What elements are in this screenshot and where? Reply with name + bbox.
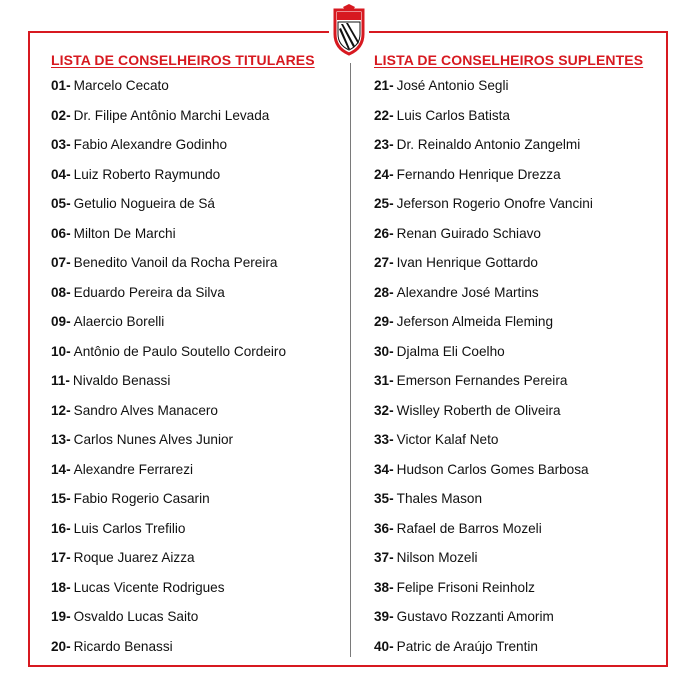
item-number: 24-	[374, 166, 394, 182]
item-number: 40-	[374, 638, 394, 654]
item-number: 15-	[51, 491, 71, 506]
item-name: Dr. Filipe Antônio Marchi Levada	[73, 107, 270, 123]
item-name: Osvaldo Lucas Saito	[73, 609, 199, 624]
list-item	[374, 425, 664, 455]
list-item	[374, 101, 664, 131]
list-item	[374, 602, 664, 632]
item-number: 35-	[374, 491, 394, 506]
item-name: Dr. Reinaldo Antonio Zangelmi	[396, 137, 581, 152]
titulares-column	[51, 49, 341, 661]
item-name: Jeferson Almeida Fleming	[396, 314, 554, 329]
list-item	[51, 160, 341, 190]
item-name: Luiz Roberto Raymundo	[73, 166, 221, 182]
list-item	[51, 573, 341, 603]
item-name: Alexandre José Martins	[396, 284, 539, 300]
item-number: 31-	[374, 373, 394, 388]
item-name: Patric de Araújo Trentin	[396, 638, 538, 654]
item-number: 03-	[51, 137, 71, 152]
item-name: Getulio Nogueira de Sá	[73, 196, 215, 211]
item-number: 28-	[374, 284, 394, 300]
list-item	[374, 219, 664, 249]
item-number: 25-	[374, 196, 394, 211]
item-name: Alaercio Borelli	[73, 314, 165, 329]
item-number: 32-	[374, 402, 394, 418]
list-item	[51, 632, 341, 662]
list-item	[374, 160, 664, 190]
item-name: Fernando Henrique Drezza	[396, 166, 561, 182]
list-item	[51, 396, 341, 426]
item-name: Luis Carlos Batista	[396, 107, 510, 123]
list-item	[374, 307, 664, 337]
item-number: 07-	[51, 255, 71, 270]
item-number: 16-	[51, 520, 71, 536]
list-item	[51, 366, 341, 396]
item-name: Carlos Nunes Alves Junior	[73, 432, 234, 447]
item-number: 12-	[51, 402, 71, 418]
item-name: Thales Mason	[396, 491, 483, 506]
item-name: Emerson Fernandes Pereira	[396, 373, 568, 388]
list-item	[374, 573, 664, 603]
item-number: 10-	[51, 343, 71, 359]
list-item	[374, 130, 664, 160]
list-item	[51, 514, 341, 544]
list-item	[51, 71, 341, 101]
item-number: 33-	[374, 432, 394, 447]
item-number: 08-	[51, 284, 71, 300]
list-item	[51, 337, 341, 367]
list-item	[374, 71, 664, 101]
item-name: Antônio de Paulo Soutello Cordeiro	[73, 343, 287, 359]
list-item	[374, 632, 664, 662]
item-number: 02-	[51, 107, 71, 123]
item-name: Benedito Vanoil da Rocha Pereira	[73, 255, 278, 270]
list-item	[51, 130, 341, 160]
item-number: 04-	[51, 166, 71, 182]
titulares-list	[51, 71, 341, 661]
list-item	[374, 189, 664, 219]
item-number: 06-	[51, 225, 71, 241]
list-item	[51, 219, 341, 249]
item-number: 22-	[374, 107, 394, 123]
item-name: Victor Kalaf Neto	[396, 432, 499, 447]
item-number: 20-	[51, 638, 71, 654]
item-number: 29-	[374, 314, 394, 329]
list-item	[51, 101, 341, 131]
list-item	[374, 455, 664, 485]
item-number: 34-	[374, 461, 394, 477]
item-name: Jeferson Rogerio Onofre Vancini	[396, 196, 593, 211]
item-number: 17-	[51, 550, 71, 565]
item-name: Alexandre Ferrarezi	[73, 461, 194, 477]
item-number: 27-	[374, 255, 394, 270]
list-item	[51, 278, 341, 308]
item-name: Felipe Frisoni Reinholz	[396, 579, 535, 595]
item-name: Roque Juarez Aizza	[73, 550, 195, 565]
item-number: 09-	[51, 314, 71, 329]
list-item	[51, 602, 341, 632]
item-number: 26-	[374, 225, 394, 241]
item-number: 05-	[51, 196, 71, 211]
list-item	[51, 543, 341, 573]
item-number: 30-	[374, 343, 394, 359]
item-name: Nivaldo Benassi	[72, 373, 171, 388]
item-number: 19-	[51, 609, 71, 624]
item-number: 11-	[51, 373, 70, 388]
item-name: Eduardo Pereira da Silva	[73, 284, 225, 300]
item-name: Hudson Carlos Gomes Barbosa	[396, 461, 589, 477]
list-item	[374, 337, 664, 367]
list-item	[51, 307, 341, 337]
column-divider	[350, 63, 351, 657]
suplentes-heading: LISTA DE CONSELHEIROS SUPLENTES	[374, 52, 644, 68]
item-name: Ricardo Benassi	[73, 638, 173, 654]
item-name: Ivan Henrique Gottardo	[396, 255, 538, 270]
item-name: Lucas Vicente Rodrigues	[73, 579, 225, 595]
item-name: Sandro Alves Manacero	[73, 402, 218, 418]
item-number: 14-	[51, 461, 71, 477]
list-item	[374, 248, 664, 278]
list-item	[51, 425, 341, 455]
suplentes-list	[374, 71, 664, 661]
list-item	[51, 248, 341, 278]
list-item	[374, 366, 664, 396]
item-name: Wislley Roberth de Oliveira	[396, 402, 561, 418]
item-name: Nilson Mozeli	[396, 550, 478, 565]
item-name: Gustavo Rozzanti Amorim	[396, 609, 554, 624]
item-number: 13-	[51, 432, 71, 447]
list-item	[51, 484, 341, 514]
item-number: 38-	[374, 579, 394, 595]
item-number: 01-	[51, 78, 71, 93]
list-item	[51, 189, 341, 219]
list-item	[51, 455, 341, 485]
list-item	[374, 396, 664, 426]
item-name: Djalma Eli Coelho	[396, 343, 505, 359]
item-number: 36-	[374, 520, 394, 536]
list-item	[374, 278, 664, 308]
item-number: 23-	[374, 137, 394, 152]
list-item	[374, 514, 664, 544]
item-number: 37-	[374, 550, 394, 565]
item-number: 21-	[374, 78, 394, 93]
item-number: 18-	[51, 579, 71, 595]
item-name: Milton De Marchi	[73, 225, 176, 241]
item-name: Fabio Alexandre Godinho	[73, 137, 228, 152]
item-name: Luis Carlos Trefilio	[73, 520, 186, 536]
item-name: Rafael de Barros Mozeli	[396, 520, 542, 536]
item-number: 39-	[374, 609, 394, 624]
item-name: Fabio Rogerio Casarin	[73, 491, 210, 506]
item-name: José Antonio Segli	[396, 78, 509, 93]
list-item	[374, 543, 664, 573]
suplentes-column	[374, 49, 664, 661]
list-item	[374, 484, 664, 514]
item-name: Renan Guirado Schiavo	[396, 225, 541, 241]
item-name: Marcelo Cecato	[73, 78, 169, 93]
titulares-heading: LISTA DE CONSELHEIROS TITULARES	[51, 52, 315, 68]
